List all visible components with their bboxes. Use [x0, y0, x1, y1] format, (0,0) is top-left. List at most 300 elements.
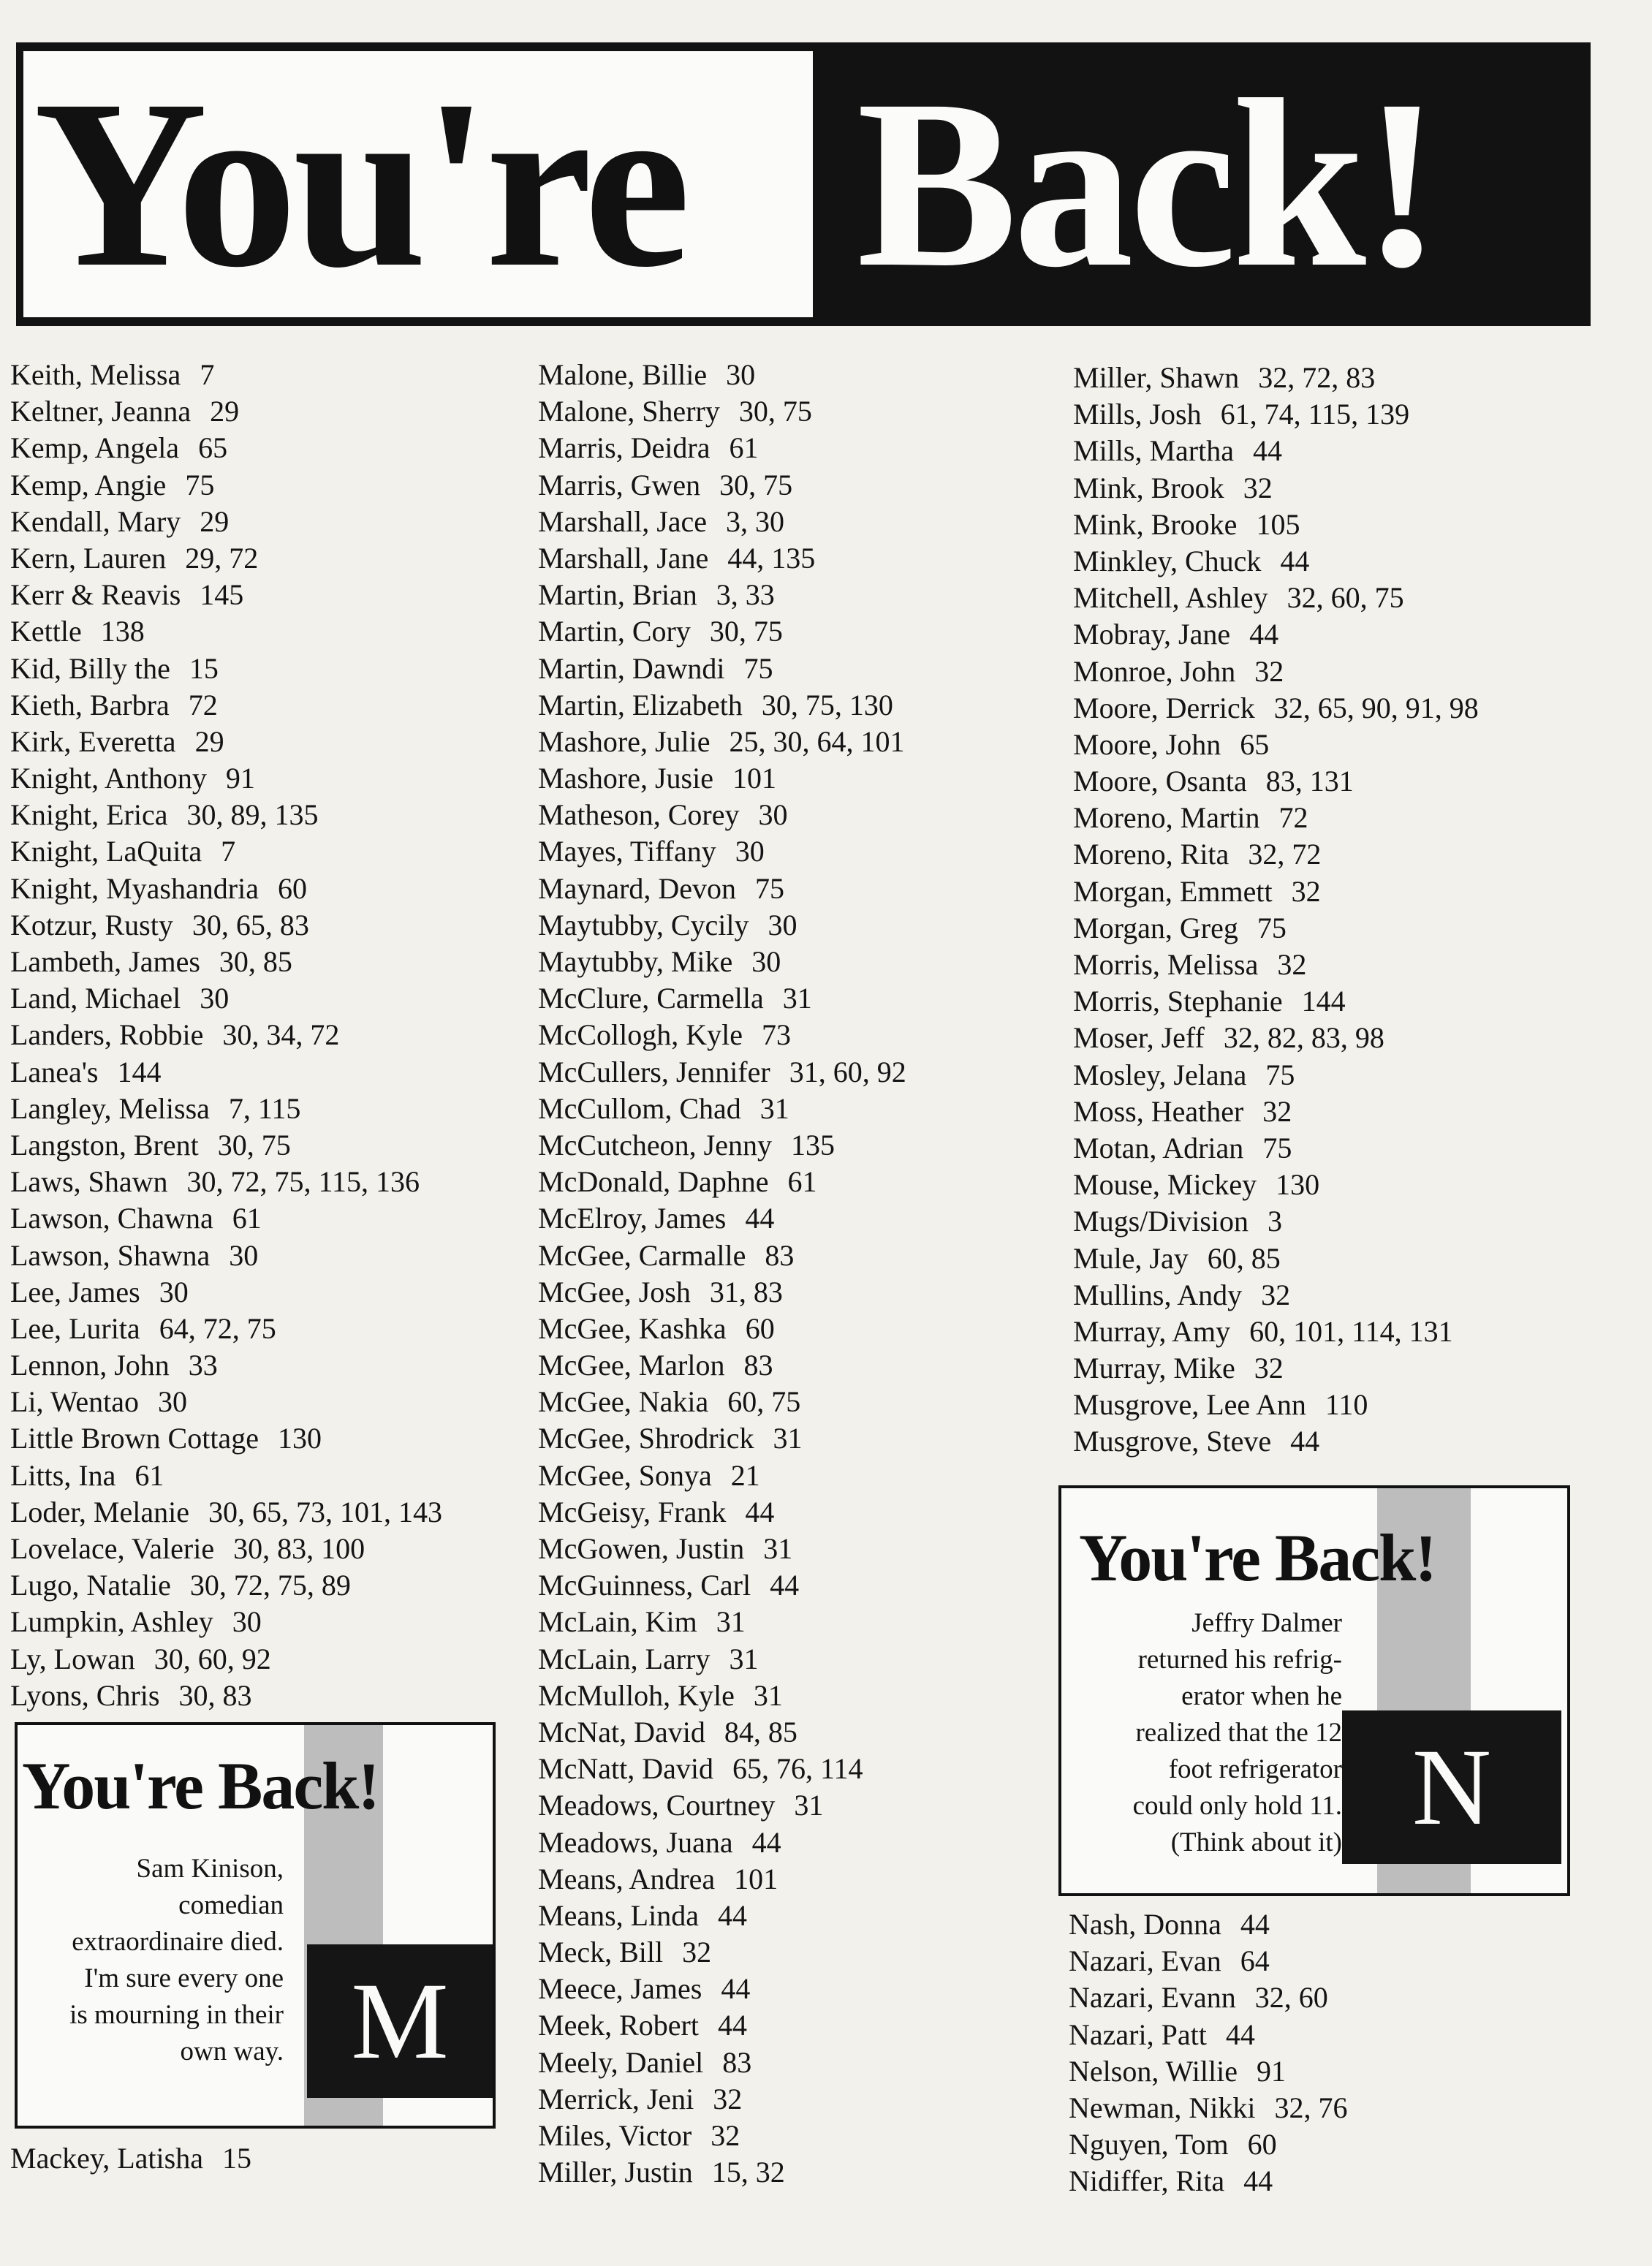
entry-name: Kettle [10, 615, 82, 648]
entry-pages: 60, 75 [727, 1385, 801, 1419]
index-entry [10, 1091, 442, 1127]
entry-pages: 30, 65, 83 [192, 908, 309, 941]
index-entry [10, 1127, 442, 1164]
entry-pages: 30, 65, 73, 101, 143 [208, 1495, 442, 1528]
index-entry [538, 1898, 906, 1934]
entry-name: McCollogh, Kyle [538, 1018, 743, 1052]
entry-pages: 30 [758, 798, 788, 832]
entry-pages: 60, 85 [1207, 1241, 1281, 1275]
index-entry [538, 613, 906, 650]
entry-pages: 83 [743, 1349, 773, 1382]
index-entry [10, 797, 442, 833]
entry-pages: 64 [1240, 1944, 1270, 1978]
entry-pages: 44 [721, 1972, 751, 2006]
entry-name: McNat, David [538, 1715, 705, 1748]
index-entry [1073, 1020, 1479, 1056]
index-entry [10, 687, 442, 724]
entry-name: Mink, Brook [1073, 471, 1224, 504]
entry-pages: 44, 135 [727, 541, 816, 575]
index-entry [1073, 543, 1479, 580]
index-entry [1073, 1057, 1479, 1094]
entry-name: Mitchell, Ashley [1073, 581, 1268, 615]
entry-pages: 3, 33 [716, 578, 775, 612]
title-banner [16, 42, 1591, 326]
entry-pages: 32 [1254, 654, 1284, 688]
entry-pages: 61 [787, 1165, 817, 1199]
entry-pages: 29 [194, 724, 224, 758]
entry-pages: 31, 83 [709, 1275, 783, 1308]
caption-line: could only hold 11. [1132, 1791, 1342, 1821]
index-entry [10, 1384, 442, 1420]
section-letter: M [351, 1960, 449, 2082]
entry-name: Malone, Billie [538, 358, 708, 391]
entry-pages: 15, 32 [711, 2156, 785, 2189]
entry-pages: 135 [790, 1128, 835, 1162]
entry-pages: 32, 72, 83 [1258, 361, 1376, 394]
index-entry [538, 1971, 906, 2007]
banner-title-part2: Back! [857, 50, 1438, 317]
entry-pages: 72 [1278, 801, 1308, 835]
index-entry [1073, 727, 1479, 763]
index-entry [538, 1678, 906, 1714]
entry-pages: 60 [1247, 2128, 1277, 2161]
index-entry [10, 980, 442, 1017]
entry-name: Kotzur, Rusty [10, 908, 173, 941]
entry-pages: 32, 82, 83, 98 [1223, 1021, 1384, 1055]
entry-pages: 44 [717, 2009, 747, 2042]
index-entry [10, 467, 442, 504]
index-entry [538, 1824, 906, 1861]
index-entry [538, 504, 906, 540]
entry-pages: 31 [716, 1605, 746, 1639]
index-entry [1073, 1094, 1479, 1130]
entry-pages: 30 [229, 1238, 259, 1272]
entry-pages: 32, 60, 75 [1287, 581, 1404, 615]
index-entry [538, 357, 906, 393]
entry-pages: 30, 89, 135 [186, 798, 319, 832]
entry-name: Nash, Donna [1069, 1908, 1221, 1941]
entry-pages: 44 [1249, 618, 1279, 651]
entry-name: Miles, Victor [538, 2119, 692, 2152]
entry-name: Laws, Shawn [10, 1165, 168, 1199]
entry-pages: 30, 60, 92 [154, 1642, 271, 1675]
entry-pages: 32 [1262, 1094, 1292, 1128]
entry-pages: 30, 83, 100 [233, 1532, 365, 1565]
entry-pages: 25, 30, 64, 101 [729, 724, 905, 758]
index-entry [1073, 763, 1479, 800]
entry-pages: 32 [1291, 874, 1321, 908]
entry-name: Lambeth, James [10, 945, 200, 978]
entry-pages: 31 [782, 982, 812, 1015]
entry-name: Nelson, Willie [1069, 2054, 1238, 2088]
index-entry [1073, 653, 1479, 690]
index-entry [10, 1017, 442, 1053]
entry-pages: 3 [1268, 1205, 1283, 1238]
entry-name: McCutcheon, Jenny [538, 1128, 772, 1162]
entry-pages: 32, 65, 90, 91, 98 [1273, 691, 1479, 724]
entry-name: McCullers, Jennifer [538, 1055, 770, 1088]
entry-name: Nazari, Evann [1069, 1981, 1236, 2015]
entry-pages: 32, 76 [1274, 2091, 1348, 2124]
entry-pages: 30, 85 [219, 945, 292, 978]
entry-pages: 30, 75 [217, 1128, 291, 1162]
index-entry [538, 1311, 906, 1347]
caption-line: Sam Kinison, [136, 1854, 284, 1884]
entry-name: McLain, Kim [538, 1605, 697, 1639]
entry-name: McGee, Nakia [538, 1385, 709, 1419]
index-entry [538, 467, 906, 504]
entry-name: Lyons, Chris [10, 1678, 160, 1712]
index-entry [10, 1420, 442, 1457]
entry-pages: 32, 60 [1254, 1981, 1328, 2015]
index-entry [10, 944, 442, 980]
entry-name: Mouse, Mickey [1073, 1168, 1257, 1202]
entry-name: McGee, Sonya [538, 1458, 712, 1492]
entry-name: Meadows, Courtney [538, 1789, 776, 1822]
entry-pages: 91 [1256, 2054, 1286, 2088]
entry-name: Means, Linda [538, 1898, 699, 1932]
entry-name: Lennon, John [10, 1349, 170, 1382]
youre-back-box-n [1058, 1485, 1570, 1896]
entry-name: Murray, Mike [1073, 1352, 1235, 1385]
entry-pages: 130 [277, 1422, 322, 1455]
entry-name: Malone, Sherry [538, 395, 720, 428]
entry-name: Moser, Jeff [1073, 1021, 1205, 1055]
entry-name: Musgrove, Steve [1073, 1425, 1272, 1458]
entry-name: Marris, Gwen [538, 468, 701, 501]
entry-pages: 30 [232, 1605, 262, 1639]
entry-name: Nazari, Evan [1069, 1944, 1221, 1978]
index-entry [538, 2154, 906, 2191]
index-entry [10, 540, 442, 577]
entry-pages: 30 [158, 1385, 187, 1419]
entry-name: Knight, Anthony [10, 762, 207, 795]
entry-name: Newman, Nikki [1069, 2091, 1256, 2124]
entry-name: Langley, Melissa [10, 1091, 210, 1125]
entry-name: Meek, Robert [538, 2009, 699, 2042]
entry-pages: 32 [1254, 1352, 1284, 1385]
entry-name: Kirk, Everetta [10, 724, 176, 758]
index-entry [1073, 1387, 1479, 1423]
index-entry [1069, 1943, 1348, 1979]
index-entry [538, 540, 906, 577]
entry-pages: 31 [773, 1422, 803, 1455]
entry-pages: 75 [1257, 911, 1287, 944]
entry-pages: 15 [189, 651, 219, 685]
entry-pages: 44 [1280, 544, 1310, 577]
entry-name: Nguyen, Tom [1069, 2128, 1229, 2161]
entry-pages: 64, 72, 75 [159, 1311, 276, 1345]
entry-name: Mule, Jay [1073, 1241, 1189, 1275]
entry-name: McGee, Kashka [538, 1311, 727, 1345]
entry-pages: 60 [745, 1311, 775, 1345]
entry-pages: 30 [768, 908, 797, 941]
entry-name: Little Brown Cottage [10, 1422, 259, 1455]
index-entry [538, 1494, 906, 1531]
entry-name: Miller, Shawn [1073, 361, 1240, 394]
entry-name: Matheson, Corey [538, 798, 740, 832]
entry-name: Knight, LaQuita [10, 835, 202, 868]
entry-name: Moore, John [1073, 727, 1221, 761]
entry-name: Moreno, Rita [1073, 838, 1229, 871]
entry-name: Nazari, Patt [1069, 2017, 1207, 2051]
entry-name: Kemp, Angela [10, 431, 180, 465]
entry-pages: 32, 72 [1248, 838, 1322, 871]
entry-name: Merrick, Jeni [538, 2082, 694, 2115]
entry-pages: 84, 85 [724, 1715, 797, 1748]
index-entry [538, 1420, 906, 1457]
entry-pages: 145 [200, 578, 244, 612]
entry-pages: 30, 75 [709, 615, 783, 648]
entry-pages: 31 [729, 1642, 759, 1675]
caption-line: own way. [180, 2036, 284, 2066]
index-entry [538, 1238, 906, 1274]
entry-name: McClure, Carmella [538, 982, 764, 1015]
box-caption [1079, 1605, 1342, 1861]
index-entry [10, 393, 442, 430]
index-entry [1073, 1167, 1479, 1203]
index-entry [10, 1458, 442, 1494]
index-entry [538, 1751, 906, 1787]
entry-pages: 30, 72, 75, 89 [189, 1569, 351, 1602]
entry-pages: 138 [100, 615, 145, 648]
entry-name: McGeisy, Frank [538, 1495, 727, 1528]
entry-name: Marshall, Jane [538, 541, 709, 575]
index-entry [538, 1200, 906, 1237]
index-entry [1073, 1277, 1479, 1314]
entry-name: Mashore, Julie [538, 724, 711, 758]
entry-name: Meck, Bill [538, 1936, 664, 1969]
index-entry [1073, 1240, 1479, 1277]
index-entry [538, 651, 906, 687]
entry-name: Mugs/Division [1073, 1205, 1249, 1238]
entry-pages: 75 [743, 651, 773, 685]
entry-name: Meely, Daniel [538, 2045, 704, 2079]
index-entry [538, 980, 906, 1017]
entry-name: Kendall, Mary [10, 504, 181, 538]
entry-name: McNatt, David [538, 1752, 713, 1786]
entry-name: Mills, Martha [1073, 434, 1234, 468]
entry-pages: 144 [1301, 985, 1346, 1018]
entry-pages: 60, 101, 114, 131 [1249, 1314, 1453, 1348]
entry-pages: 73 [761, 1018, 791, 1052]
entry-name: Lugo, Natalie [10, 1569, 171, 1602]
entry-name: Kid, Billy the [10, 651, 170, 685]
index-entry [538, 1787, 906, 1824]
index-entry [10, 577, 442, 613]
entry-pages: 144 [117, 1055, 162, 1088]
index-entry [1069, 1979, 1348, 2016]
entry-name: McGee, Shrodrick [538, 1422, 754, 1455]
entry-pages: 33 [188, 1349, 218, 1382]
entry-pages: 30, 75, 130 [761, 688, 893, 721]
entry-pages: 15 [221, 2142, 251, 2175]
index-entry [538, 724, 906, 760]
section-letter: N [1412, 1727, 1492, 1848]
box-title: You're Back! [22, 1748, 379, 1823]
entry-name: Li, Wentao [10, 1385, 139, 1419]
caption-line: returned his refrig- [1137, 1645, 1342, 1675]
entry-pages: 30, 75 [738, 395, 812, 428]
index-column-3 [1073, 360, 1479, 1460]
entry-pages: 65 [198, 431, 228, 465]
index-entry [10, 1054, 442, 1091]
index-entry [538, 393, 906, 430]
entry-name: Morgan, Greg [1073, 911, 1238, 944]
entry-name: Maytubby, Cycily [538, 908, 749, 941]
index-entry [1073, 1350, 1479, 1387]
entry-name: Minkley, Chuck [1073, 544, 1262, 577]
entry-pages: 29 [210, 395, 240, 428]
index-entry [538, 1274, 906, 1311]
index-entry [538, 2118, 906, 2154]
entry-pages: 44 [1225, 2017, 1255, 2051]
box-caption [35, 1851, 284, 2070]
index-entry [538, 2007, 906, 2044]
entry-name: Kerr & Reavis [10, 578, 181, 612]
index-entry [1073, 983, 1479, 1020]
index-entry [538, 1641, 906, 1678]
index-entry [10, 1531, 442, 1567]
entry-name: Mullins, Andy [1073, 1278, 1243, 1311]
index-entry [1073, 507, 1479, 543]
entry-name: Lee, James [10, 1275, 140, 1308]
index-entry [1073, 616, 1479, 653]
index-column-2 [538, 357, 906, 2191]
entry-pages: 31 [794, 1789, 824, 1822]
index-entry [1073, 874, 1479, 910]
entry-name: Lanea's [10, 1055, 99, 1088]
entry-pages: 44 [745, 1202, 775, 1235]
entry-name: Keltner, Jeanna [10, 395, 192, 428]
entry-name: McGee, Carmalle [538, 1238, 746, 1272]
entry-pages: 31, 60, 92 [789, 1055, 906, 1088]
entry-pages: 31 [753, 1678, 783, 1712]
caption-line: Jeffry Dalmer [1191, 1608, 1342, 1638]
entry-name: Mink, Brooke [1073, 507, 1238, 541]
entry-pages: 29, 72 [185, 541, 259, 575]
entry-name: Mackey, Latisha [10, 2142, 203, 2175]
entry-pages: 61 [232, 1202, 262, 1235]
index-entry [1073, 1203, 1479, 1240]
index-entry [538, 2081, 906, 2118]
entry-pages: 31 [763, 1532, 793, 1565]
index-column-1 [10, 357, 442, 1714]
entry-name: Morgan, Emmett [1073, 874, 1273, 908]
entry-name: Knight, Myashandria [10, 871, 259, 905]
entry-pages: 44 [770, 1569, 800, 1602]
entry-name: McGowen, Justin [538, 1532, 745, 1565]
caption-line: (Think about it) [1170, 1827, 1342, 1857]
index-entry [10, 1641, 442, 1678]
entry-name: McGee, Marlon [538, 1349, 725, 1382]
entry-pages: 75 [185, 468, 215, 501]
entry-name: McElroy, James [538, 1202, 727, 1235]
entry-name: Knight, Erica [10, 798, 168, 832]
entry-name: Loder, Melanie [10, 1495, 189, 1528]
entry-pages: 30 [726, 358, 756, 391]
index-entry [538, 797, 906, 833]
entry-pages: 60 [277, 871, 307, 905]
caption-line: is mourning in their [69, 2000, 284, 2030]
index-entry [10, 2140, 251, 2177]
index-entry [538, 1604, 906, 1640]
entry-pages: 44 [717, 1898, 747, 1932]
entry-name: Miller, Justin [538, 2156, 693, 2189]
entry-pages: 30, 34, 72 [222, 1018, 340, 1052]
entry-name: Moore, Derrick [1073, 691, 1255, 724]
index-entry [10, 1274, 442, 1311]
entry-pages: 3, 30 [726, 504, 785, 538]
index-entry [10, 357, 442, 393]
entry-pages: 83, 131 [1265, 765, 1354, 798]
entry-pages: 7 [221, 835, 236, 868]
entry-name: Maytubby, Mike [538, 945, 733, 978]
youre-back-box-m [15, 1722, 496, 2129]
entry-name: Mashore, Jusie [538, 762, 713, 795]
index-column-1-continued [10, 2140, 251, 2177]
caption-line: comedian [178, 1890, 284, 1920]
entry-name: Martin, Brian [538, 578, 697, 612]
entry-pages: 65, 76, 114 [732, 1752, 863, 1786]
index-entry [10, 1678, 442, 1714]
entry-name: Moreno, Martin [1073, 801, 1260, 835]
entry-pages: 101 [732, 762, 776, 795]
entry-name: Lumpkin, Ashley [10, 1605, 213, 1639]
entry-pages: 44 [745, 1495, 775, 1528]
entry-pages: 101 [734, 1862, 778, 1895]
index-entry [538, 430, 906, 466]
entry-pages: 32 [1243, 471, 1273, 504]
index-entry [10, 760, 442, 797]
index-entry [538, 1384, 906, 1420]
index-entry [1069, 2126, 1348, 2163]
entry-name: McCullom, Chad [538, 1091, 741, 1125]
index-entry [1073, 836, 1479, 873]
entry-name: Means, Andrea [538, 1862, 716, 1895]
index-entry [10, 871, 442, 907]
entry-pages: 30, 72, 75, 115, 136 [186, 1165, 420, 1199]
index-entry [10, 613, 442, 650]
entry-pages: 75 [1265, 1058, 1295, 1091]
index-entry [10, 1311, 442, 1347]
entry-name: McMulloh, Kyle [538, 1678, 735, 1712]
index-entry [10, 1200, 442, 1237]
index-entry [538, 1054, 906, 1091]
entry-name: Marshall, Jace [538, 504, 708, 538]
index-entry [10, 724, 442, 760]
entry-name: McDonald, Daphne [538, 1165, 769, 1199]
index-entry [10, 833, 442, 870]
index-entry [10, 504, 442, 540]
index-entry [10, 430, 442, 466]
entry-name: Keith, Melissa [10, 358, 181, 391]
entry-pages: 72 [188, 688, 218, 721]
entry-name: Maynard, Devon [538, 871, 737, 905]
entry-name: Kern, Lauren [10, 541, 167, 575]
index-entry [538, 687, 906, 724]
index-entry [538, 1714, 906, 1751]
entry-name: Kieth, Barbra [10, 688, 170, 721]
section-letter-block [307, 1944, 493, 2098]
entry-name: Langston, Brent [10, 1128, 199, 1162]
entry-name: Land, Michael [10, 982, 181, 1015]
entry-name: McGee, Josh [538, 1275, 691, 1308]
index-entry [538, 871, 906, 907]
entry-pages: 44 [1290, 1425, 1320, 1458]
index-entry [10, 651, 442, 687]
index-entry [1069, 2053, 1348, 2090]
